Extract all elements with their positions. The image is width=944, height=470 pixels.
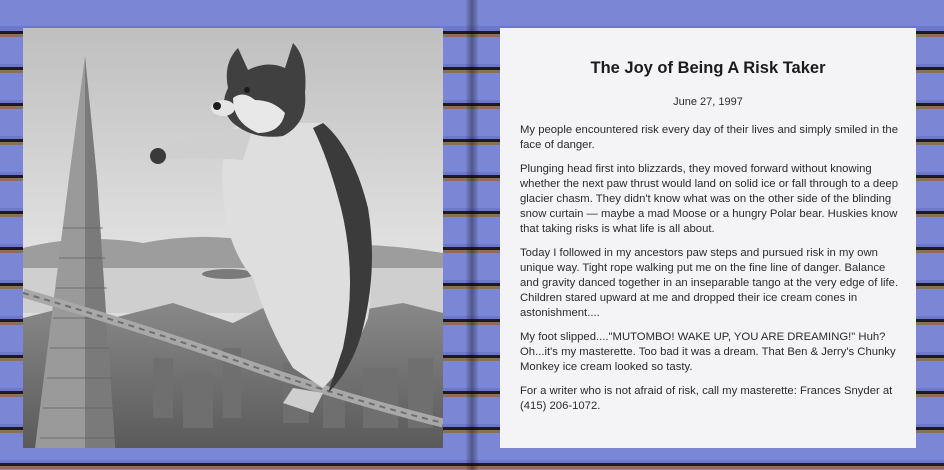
paragraph: Plunging head first into blizzards, they moved forward without knowing whether the next paw thrust would land on solid ice or fall through to a deep glacier chasm. They didn't know what was on the other side of the blinding snow curtain — maybe a mad Moose or a hungry Polar bear. Huskies know that taking risks is what life is all about.	[520, 163, 899, 235]
article-title: The Joy of Being A Risk Taker	[590, 59, 826, 77]
article-date: June 27, 1997	[673, 96, 743, 108]
island	[202, 269, 254, 279]
page-fold	[466, 0, 478, 470]
paragraph: My foot slipped...."MUTOMBO! WAKE UP, YOU ARE DREAMING!" Huh? Oh...it's my masterette. Too bad it was a dream. That Ben & Jerry's Chunky Monkey ice cream looked so tasty.	[520, 331, 896, 373]
husky-tightrope-photo	[23, 28, 443, 448]
paragraph: My people encountered risk every day of their lives and simply smiled in the face of danger.	[520, 124, 898, 151]
paragraph: Today I followed in my ancestors paw steps and pursued risk in my own unique way. Tight rope walking put me on the fine line of danger. Balance and gravity danced together in an inseparable tango at the very edge of life. Children stared upward at me and dropped their ice cream cones in astonishment....	[520, 247, 899, 319]
article-body	[520, 123, 904, 423]
paragraph: For a writer who is not afraid of risk, call my masterette: Frances Snyder at (415) 206-1072.	[520, 385, 893, 412]
text-page	[500, 28, 916, 448]
photo-illustration	[23, 28, 443, 448]
